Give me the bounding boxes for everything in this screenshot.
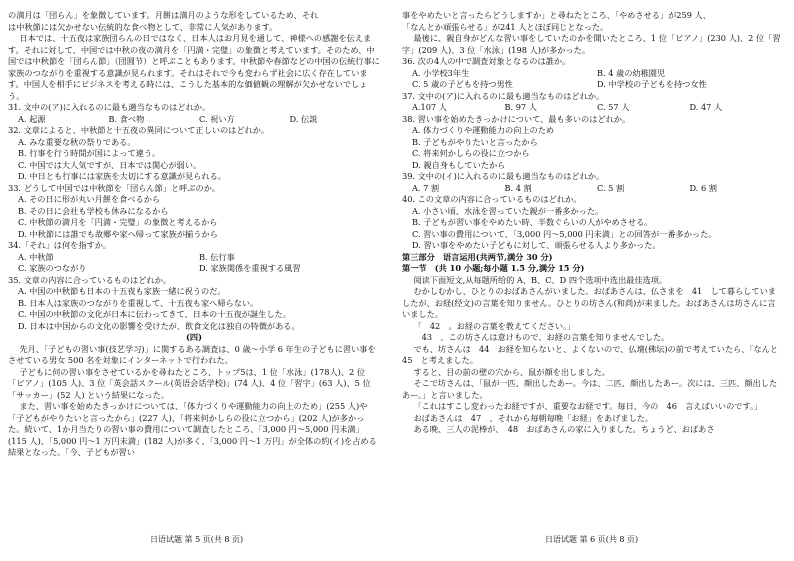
question-stem: 32. 文章によると、中秋節と十五夜の異同について正しいのはどれか。 <box>8 125 270 135</box>
answer-options <box>402 125 782 171</box>
left-passage <box>8 33 380 102</box>
passage-paragraph: 子どもに何の習い事をさせているかを尋ねたところ、トップ5は、1 位「水泳」(178人)、2 位「ピアノ」(105 人)、3 位「英会話スクール(英语会话学校)」(74 人)、4 位「習字」(63 人)、5 位「サッカー」(52 人) という結果になった。 <box>8 366 371 400</box>
answer-option: A. 小学校3年生 <box>412 67 470 78</box>
cloze-paragraph: 43 、この坊さんは意けもので、お経の言葉を知りませんでした。 <box>413 332 670 342</box>
answer-option: D. 伝説 <box>289 113 318 124</box>
passage-line: は中秋節には欠かせない伝統的な食べ物として、非常に人気があります。 <box>8 21 278 32</box>
part3-heading: 第三部分 语言运用(共两节,满分 30 分) <box>402 251 553 262</box>
cloze-paragraph: ある晩、三人の泥棒が、 48 おばあさんの家に入りました。ちょうど、おばあさ <box>413 424 715 434</box>
answer-options <box>402 206 782 252</box>
section1-heading: 第一节 (共 10 小题;每小题 1.5 分,满分 15 分) <box>402 263 585 273</box>
passage-line: 「なんとか頑張らせる」が241 人とほぼ同じとなった。 <box>402 21 609 32</box>
section1-instructions: 阅读下面短文,从每题所给的 A、B、C、D 四个选项中选出最佳选项。 <box>413 274 668 285</box>
answer-options <box>8 137 380 183</box>
answer-option: D. 習い事をやめたい子どもに対して、頑張らせる人より多かった。 <box>412 240 661 250</box>
answer-options <box>8 194 380 240</box>
cloze-paragraph: おばあさんは 47 、それから毎朝毎晩「お経」をあげました。 <box>413 412 654 423</box>
right-questions <box>402 56 782 252</box>
right-passage <box>402 33 782 56</box>
question-stem: 40. この文章の内容に合っているものはどれか。 <box>402 194 582 204</box>
left-questions <box>8 102 380 332</box>
question-block <box>402 91 782 114</box>
passage-paragraph: 日本では、十五夜は家族団らんの日ではなく、日本人はお月見を通して、神様への感謝を伝えます。それに対して、中国では中秋の夜の満月を「円満・完璧」の象徴と考えています。そのため、中国では中秋節を「団らん節」（団圆节）と呼ぶこともあります。中秋節や春節などの中国の伝統行事に家族のつながりを重視する意識が見られます。それはそれで今も変わらず社会に広く存在しています。中国人を相手にビジネスを考える時には、こうした基本的な価値観の理解が欠かせないでしょう。 <box>8 33 380 101</box>
right-column <box>402 10 787 436</box>
answer-option: B. 4 割 <box>504 182 532 193</box>
question-stem: 31. 文中の(ア)に入れるのに最も適当なものはどれか。 <box>8 102 211 112</box>
answer-option: A. 体力づくりや運動能力の向上のため <box>412 125 555 135</box>
question-stem: 39. 文中の(イ)に入れるのに最も適当なものはどれか。 <box>402 171 605 181</box>
answer-option: A. みな重要な秋の祭りである。 <box>18 136 136 147</box>
question-stem: 34.「それ」は何を指すか。 <box>8 240 112 250</box>
passage-paragraph: また、習い事を始めたきっかけについては、「体力づくりや運動能力の向上のため」(255 人)や「子どもがやりたいと言ったから」(227 人)、「将来何かしらの役に立つから」(202 人)が多かった。続いて、1か月当たりの習い事の費用について調査したところ、「3,000 円～5,000 円未満」(115 人)、「5,000 円～1 万円未満」(182 人)が多く、「3,000 円～1 万円」が全体の約(イ)を占める結果となった。「今、子どもが習い <box>8 401 377 457</box>
answer-option: C. 家族のつながり <box>18 263 87 273</box>
question-stem: 38. 習い事を始めたきっかけについて、最も多いのはどれか。 <box>402 113 631 124</box>
section-heading: (四) <box>186 332 202 342</box>
passage-paragraph: 先月、「子どもの習い事(技艺学习)」に関するある調査は、0 歳～小学 6 年生の子どもに習い事をさせている男女 500 名を対象にインターネットで行われた。 <box>8 343 376 365</box>
column-gutter <box>390 0 391 561</box>
question-block <box>8 102 380 125</box>
answer-option: A. 小さい頃、水泳を習っていた親が一番多かった。 <box>412 205 604 216</box>
answer-option: B. 子どもがやりたいと言ったから <box>412 136 538 147</box>
right-passage-lines <box>402 10 782 33</box>
answer-option: B. 伝行事 <box>199 251 235 262</box>
question-stem: 36. 次の4人の中で調査対象となるのは誰か。 <box>402 56 571 66</box>
cloze-paragraph: そこで坊さんは、「鼠が一匹、顔出したあー。今は、二匹、顔出したあー。次には、三匹、顔出したあー。」と言いました。 <box>402 378 778 400</box>
question-block <box>8 183 380 241</box>
cloze-paragraph: 「これはすこし変わったお経ですが、重要なお経です。毎日、今の 46 言えばいいのです。」 <box>413 401 763 411</box>
answer-option: A. その日に形が丸い月餅を食べるから <box>18 194 161 204</box>
cloze-paragraph: でも、坊さんは 44 お経を知らないと、よくないので、仏壇(佛坛)の前で考えていたら、「なんと 45 と考えました。 <box>402 343 787 365</box>
question-block <box>402 171 782 194</box>
answer-option: D. 家族関係を重視する風習 <box>199 263 301 273</box>
answer-option: B. 日本人は家族のつながりを重視して、十五夜も家へ帰らない。 <box>18 297 259 308</box>
answer-option: D. 日本は中国からの文化の影響を受けたが、飲食文化は独自の特徴がある。 <box>18 320 300 331</box>
answer-options <box>8 286 380 332</box>
answer-options <box>412 183 782 195</box>
answer-option: B. 食べ物 <box>108 113 145 124</box>
question-block <box>8 125 380 183</box>
answer-options <box>412 102 782 114</box>
answer-option: C. 中国の中秋節の文化が日本に伝わってきて、日本の十五夜が誕生した。 <box>18 309 291 319</box>
answer-option: A. 中国の中秋節も日本の十五夜も家族一緒に祝うのだ。 <box>18 286 226 296</box>
answer-option: D. 親自身もしていたから <box>412 159 506 170</box>
passage-line: 事をやめたいと言ったらどうしますか」と尋ねたところ、「やめさせる」が259 人、 <box>402 10 711 20</box>
left-column <box>8 10 380 459</box>
answer-option: A. 中秋節 <box>18 251 54 262</box>
answer-options <box>412 68 782 91</box>
left-passage-2 <box>8 344 380 459</box>
answer-option: B. 子どもが習い事をやめたい時、半数ぐらいの人がやめさせる。 <box>412 217 653 227</box>
answer-option: A. 起源 <box>18 113 46 124</box>
page-footer-left: 日语试题 第 5 页(共 8 页) <box>150 535 244 544</box>
answer-options <box>18 114 380 126</box>
question-block <box>402 56 782 91</box>
question-stem: 37. 文中の(ア)に入れるのに最も適当なものはどれか。 <box>402 90 605 101</box>
answer-option: C. 中国では大人気ですが、日本では関心が弱い。 <box>18 159 202 170</box>
passage-paragraph: 最後に、親自身がどんな習い事をしていたのかを聞いたところ、1 位「ピアノ」(230 人)、2 位「習字」(209 人)、3 位「水泳」(198 人)が多かった。 <box>402 33 781 55</box>
question-stem: 33. どうして中国では中秋節を「団らん節」と呼ぶのか。 <box>8 182 221 193</box>
question-block <box>8 240 380 275</box>
answer-option: C. 祝い方 <box>199 113 235 124</box>
cloze-paragraph: むかしむかし、ひとりのおばあさんがいました。おばあさんは、仏さまを 41 して暮らしていましたが、お経(经文)の言葉を知りません。ひとりの坊さん(和尚)が来ました。おばあさんは坊さんに言いました。 <box>402 286 776 319</box>
answer-option: C. 中秋節の満月を「円満・完璧」の象徴と考えるから <box>18 217 218 227</box>
passage-line: の満月は「団らん」を象徴しています。月餅は満月のような形をしているため、それ <box>8 10 319 20</box>
answer-option: C. 習い事の費用について、「3,000 円～5,000 円未満」との回答が一番多かった。 <box>412 228 717 239</box>
answer-option: C. 5 歳の子どもを持つ男性 <box>412 79 513 89</box>
answer-option: B. その日に会社も学校も休みになるから <box>18 205 169 216</box>
answer-option: C. 57 人 <box>597 102 630 112</box>
answer-option: B. 4 歳の幼稚園児 <box>597 67 666 78</box>
answer-option: D. 6 割 <box>689 182 717 193</box>
cloze-paragraph: 「 42 。お経の言葉を教えてください。」 <box>413 320 576 331</box>
cloze-paragraph: すると、目の前の壁の穴から、鼠が顔を出しました。 <box>413 366 610 377</box>
question-stem: 35. 文章の内容に合っているものはどれか。 <box>8 274 171 285</box>
answer-option: C. 5 割 <box>597 182 625 193</box>
answer-option: D. 中日とも行事には家族を大切にする意識が見られる。 <box>18 171 226 181</box>
answer-option: C. 将来何かしらの役に立つから <box>412 148 530 158</box>
answer-option: A.107 人 <box>412 102 447 112</box>
answer-option: B. 97 人 <box>504 102 537 112</box>
question-block <box>402 194 782 252</box>
answer-option: D. 47 人 <box>689 102 723 112</box>
answer-option: B. 行事を行う時間が国によって違う。 <box>18 148 161 158</box>
page-footer-right: 日语试题 第 6 页(共 8 页) <box>545 535 639 544</box>
cloze-passage <box>402 286 787 436</box>
question-block <box>402 114 782 172</box>
question-block <box>8 275 380 333</box>
answer-option: D. 中学校の子どもを持つ女性 <box>597 79 707 89</box>
answer-option: A. 7 割 <box>412 182 440 193</box>
answer-option: D. 中秋節には誰でも故郷や家へ帰って家族が揃うから <box>18 228 218 239</box>
left-passage-lines <box>8 10 380 33</box>
answer-options <box>18 252 380 275</box>
